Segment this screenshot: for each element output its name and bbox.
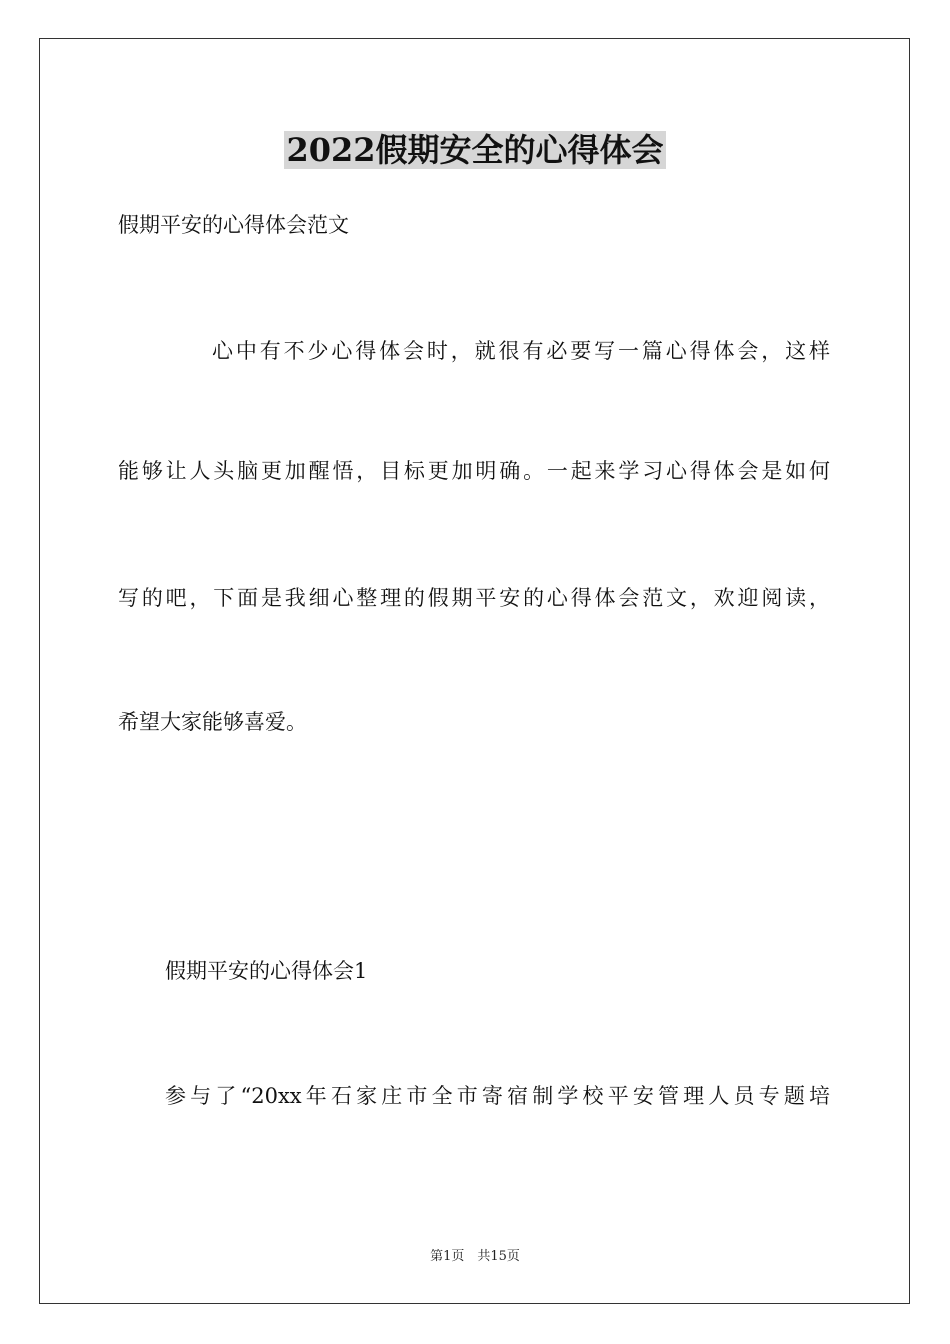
document-subtitle: 假期平安的心得体会范文 [118,213,349,237]
intro-line-4: 希望大家能够喜爱。 [118,710,307,734]
intro-line-1: 心中有不少心得体会时，就很有必要写一篇心得体会，这样 [212,339,830,363]
document-title-text: 2022假期安全的心得体会 [286,131,664,169]
page-number-footer: 第1页 共15页 [430,1249,520,1264]
document-title [0,128,950,172]
intro-line-2: 能够让人头脑更加醒悟，目标更加明确。一起来学习心得体会是如何 [118,459,830,483]
intro-line-3: 写的吧，下面是我细心整理的假期平安的心得体会范文，欢迎阅读， [118,586,830,610]
section-heading: 假期平安的心得体会1 [165,959,368,983]
section-body-line: 参与了“20xx年石家庄市全市寄宿制学校平安管理人员专题培 [165,1084,830,1108]
